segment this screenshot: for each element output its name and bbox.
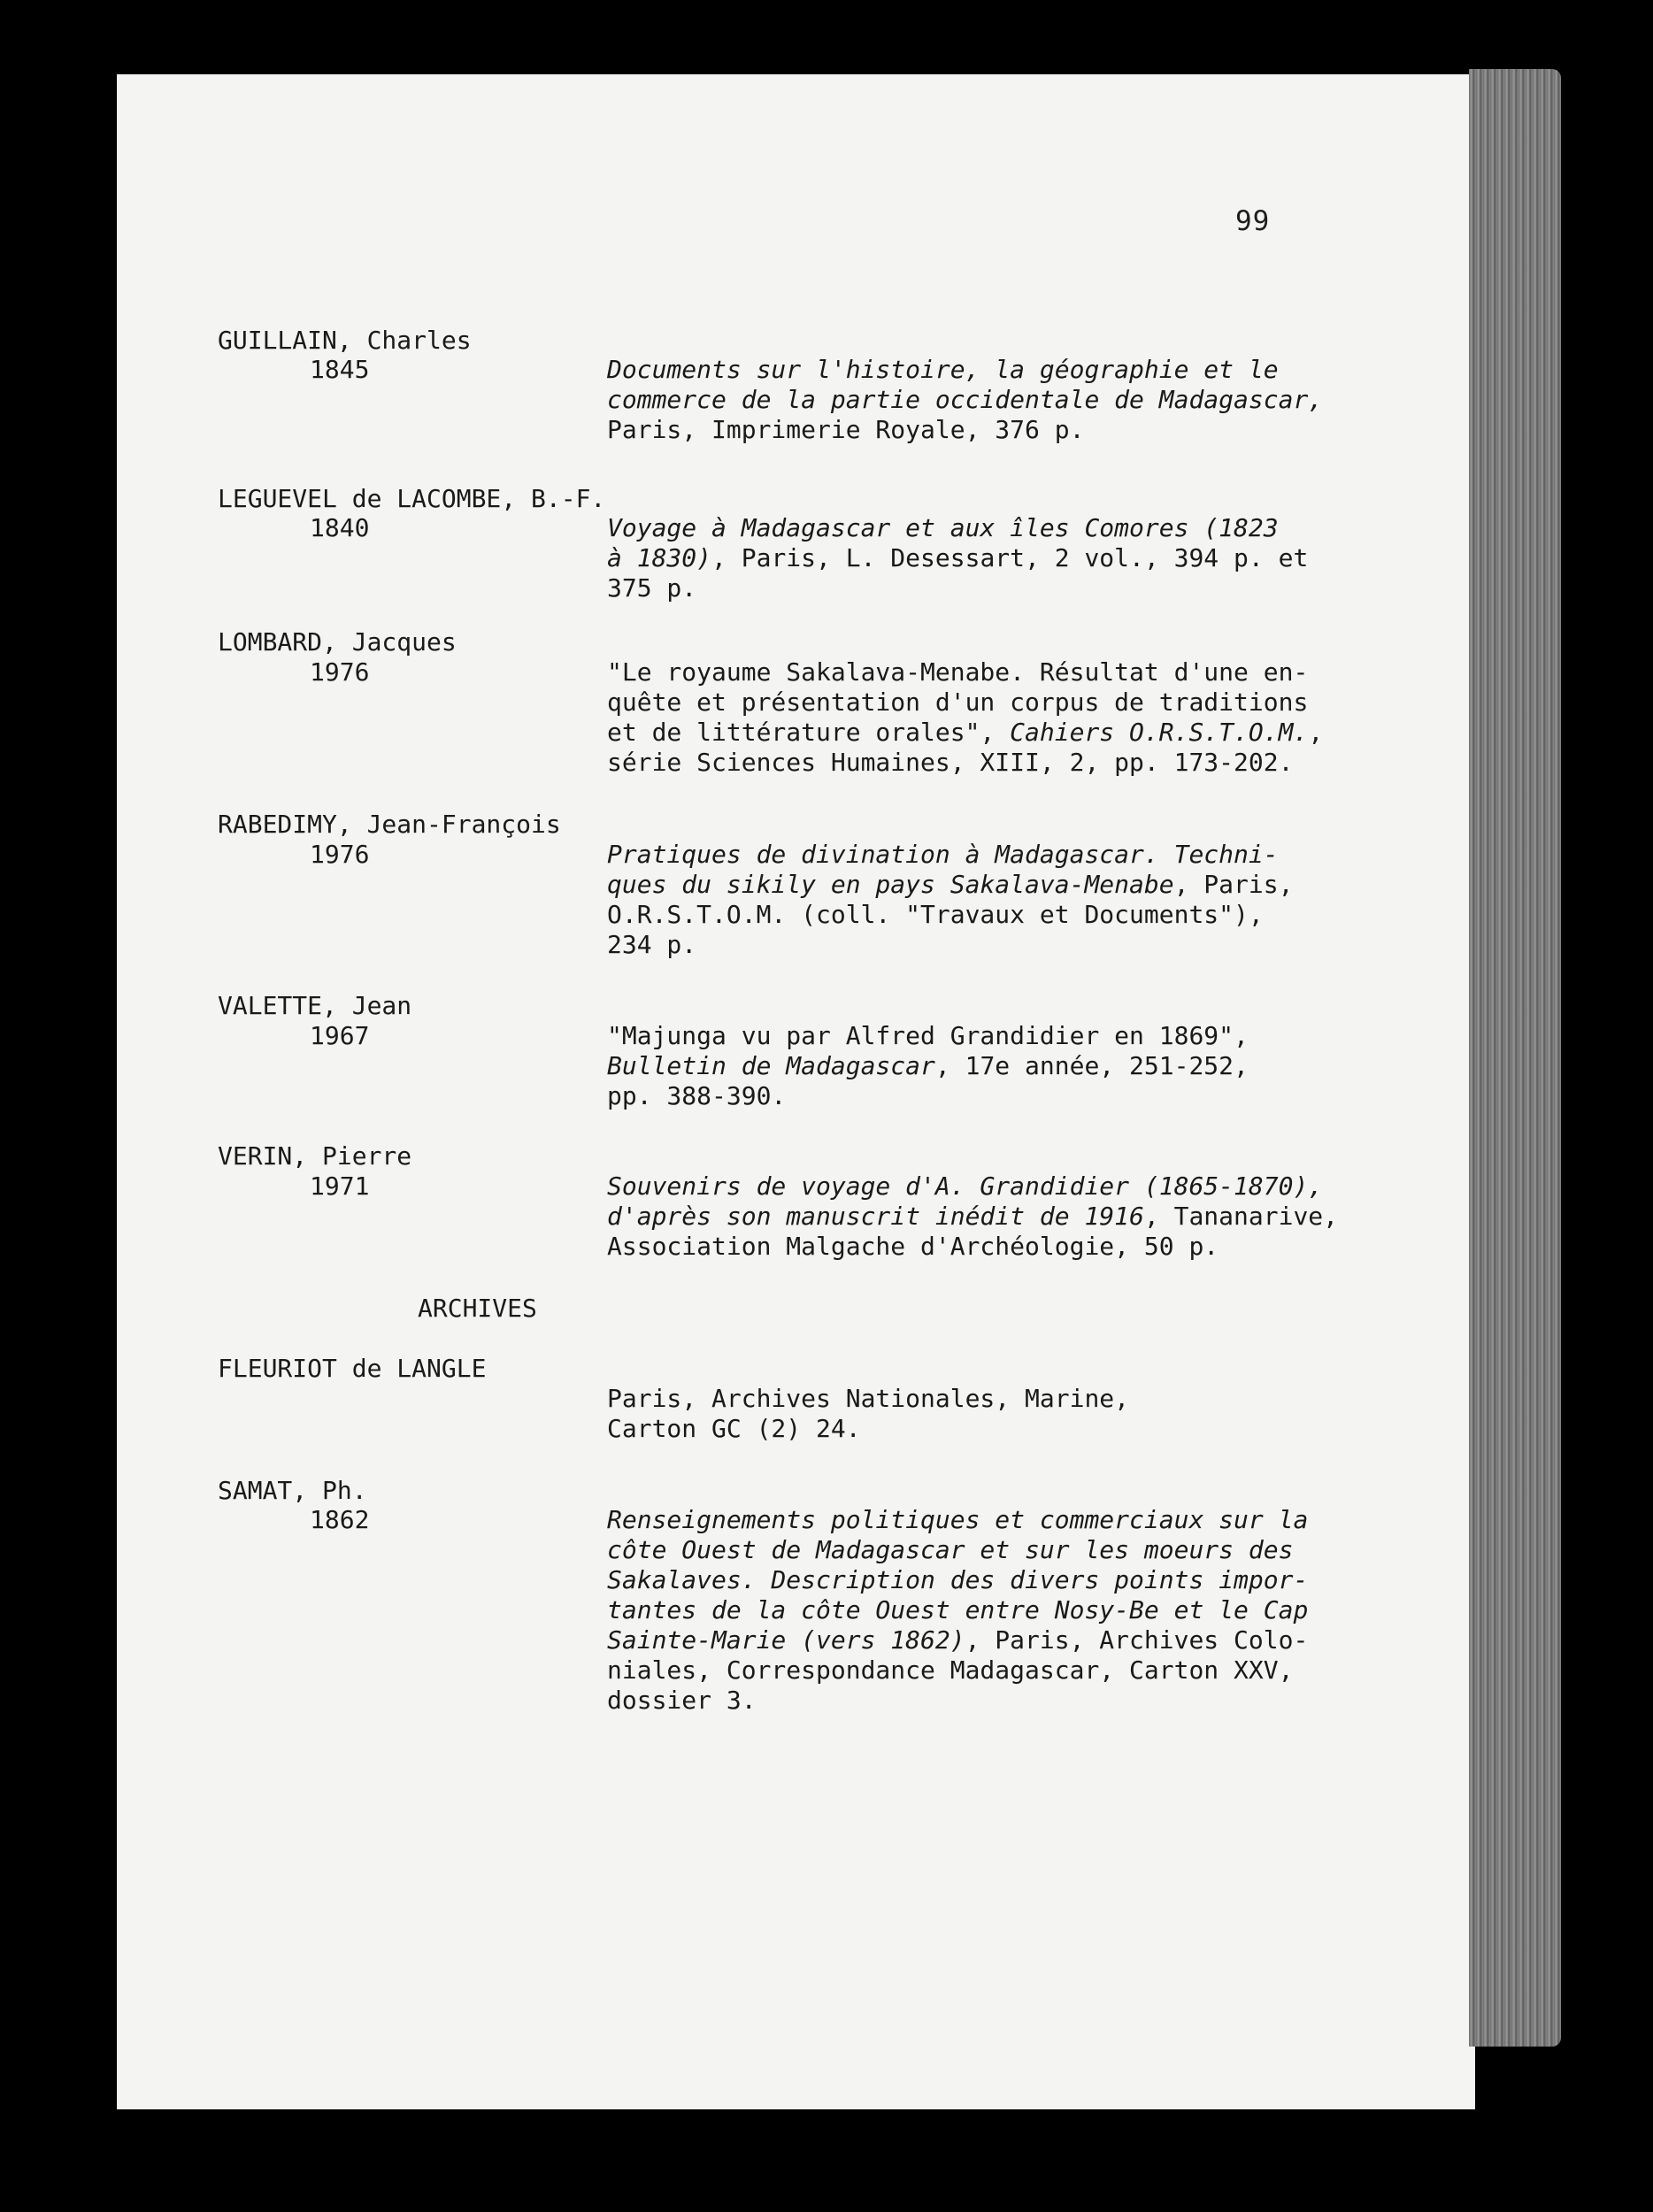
- text-segment: série Sciences Humaines, XIII, 2, pp. 173-202.: [607, 748, 1294, 777]
- italic-title-segment: Bulletin de Madagascar: [607, 1051, 935, 1080]
- text-segment: Paris, Imprimerie Royale, 376 p.: [607, 415, 1085, 444]
- italic-title-segment: Sakalaves. Description des divers points impor-: [607, 1565, 1309, 1594]
- italic-title-segment: commerce de la partie occidentale de Madagascar,: [607, 385, 1324, 414]
- italic-title-segment: tantes de la côte Ouest entre Nosy-Be et le Cap: [607, 1595, 1309, 1624]
- text-segment: dossier 3.: [607, 1686, 757, 1715]
- entry-author: SAMAT, Ph.: [218, 1476, 367, 1505]
- entry-year: 1976: [310, 840, 370, 869]
- italic-title-segment: à 1830): [607, 543, 712, 572]
- text-segment: , 17e année, 251-252,: [934, 1051, 1249, 1080]
- entry-year: 1840: [310, 513, 370, 542]
- text-segment: ,: [1308, 718, 1324, 747]
- entry-text-line: [607, 415, 1084, 445]
- entry-text-line: [607, 1625, 1308, 1655]
- entry-text-line: [607, 543, 1308, 573]
- text-segment: "Le royaume Sakalava-Menabe. Résultat d'une en-: [607, 657, 1309, 687]
- entry-text-line: [607, 385, 1323, 415]
- book-page-edges: [1469, 69, 1561, 2047]
- text-segment: , Tananarive,: [1143, 1202, 1339, 1231]
- entry-author: GUILLAIN, Charles: [218, 326, 472, 355]
- entry-text-line: [607, 1414, 861, 1444]
- italic-title-segment: Sainte-Marie (vers 1862): [607, 1625, 965, 1655]
- entry-author: VERIN, Pierre: [218, 1141, 412, 1171]
- entry-text-line: [607, 1595, 1308, 1625]
- text-segment: pp. 388-390.: [607, 1081, 787, 1110]
- entry-text-line: [607, 657, 1308, 687]
- text-segment: O.R.S.T.O.M. (coll. "Travaux et Documents"),: [607, 900, 1264, 929]
- text-segment: Carton GC (2) 24.: [607, 1414, 861, 1443]
- italic-title-segment: Pratiques de divination à Madagascar. Techni-: [607, 840, 1279, 869]
- entry-text-line: [607, 1535, 1293, 1565]
- entry-author: FLEURIOT de LANGLE: [218, 1354, 487, 1383]
- italic-title-segment: côte Ouest de Madagascar et sur les moeurs des: [607, 1535, 1294, 1564]
- entry-text-line: [607, 1051, 1249, 1081]
- italic-title-segment: ques du sikily en pays Sakalava-Menabe: [607, 870, 1174, 899]
- italic-title-segment: Souvenirs de voyage d'A. Grandidier (1865-1870),: [607, 1171, 1324, 1201]
- text-segment: , Paris, L. Desessart, 2 vol., 394 p. et: [711, 543, 1309, 572]
- entry-text-line: [607, 1655, 1293, 1686]
- entry-text-line: [607, 748, 1293, 778]
- section-heading: ARCHIVES: [418, 1294, 537, 1323]
- entry-text-line: [607, 870, 1293, 900]
- entry-year: 1976: [310, 657, 370, 687]
- entry-text-line: [607, 1202, 1338, 1232]
- entry-year: 1967: [310, 1021, 370, 1050]
- italic-title-segment: d'après son manuscrit inédit de 1916: [607, 1202, 1144, 1231]
- entry-text-line: [607, 1565, 1308, 1595]
- italic-title-segment: Cahiers O.R.S.T.O.M.: [1010, 718, 1309, 747]
- entry-author: RABEDIMY, Jean-François: [218, 810, 561, 839]
- entry-text-line: [607, 1232, 1219, 1262]
- page-number: 99: [1235, 205, 1271, 237]
- entry-text-line: [607, 1081, 786, 1111]
- entry-text-line: [607, 687, 1308, 718]
- entry-author: VALETTE, Jean: [218, 991, 412, 1020]
- text-segment: 375 p.: [607, 573, 697, 603]
- entry-year: 1845: [310, 355, 370, 384]
- text-segment: "Majunga vu par Alfred Grandidier en 1869",: [607, 1021, 1249, 1050]
- entry-text-line: [607, 840, 1279, 870]
- entry-author: LOMBARD, Jacques: [218, 627, 457, 657]
- italic-title-segment: Documents sur l'histoire, la géographie et le: [607, 355, 1279, 384]
- entry-text-line: [607, 1505, 1308, 1535]
- entry-text-line: [607, 1171, 1323, 1202]
- text-segment: Association Malgache d'Archéologie, 50 p.: [607, 1232, 1219, 1261]
- text-segment: et de littérature orales",: [607, 718, 1011, 747]
- text-segment: , Paris, Archives Colo-: [965, 1625, 1309, 1655]
- text-segment: quête et présentation d'un corpus de traditions: [607, 687, 1309, 717]
- italic-title-segment: Voyage à Madagascar et aux îles Comores (1823: [607, 513, 1279, 542]
- text-segment: 234 p.: [607, 930, 697, 959]
- entry-text-line: [607, 355, 1279, 385]
- text-segment: Paris, Archives Nationales, Marine,: [607, 1384, 1130, 1413]
- entry-text-line: [607, 1686, 757, 1716]
- entry-text-line: [607, 718, 1323, 748]
- entry-text-line: [607, 573, 696, 603]
- entry-text-line: [607, 513, 1279, 543]
- entry-text-line: [607, 1384, 1129, 1414]
- entry-text-line: [607, 930, 696, 960]
- entry-year: 1971: [310, 1171, 370, 1201]
- text-segment: niales, Correspondance Madagascar, Carton XXV,: [607, 1655, 1294, 1685]
- entry-text-line: [607, 1021, 1249, 1051]
- entry-author: LEGUEVEL de LACOMBE, B.-F.: [218, 484, 606, 513]
- text-segment: , Paris,: [1173, 870, 1294, 899]
- italic-title-segment: Renseignements politiques et commerciaux sur la: [607, 1505, 1309, 1534]
- entry-year: 1862: [310, 1505, 370, 1534]
- entry-text-line: [607, 900, 1264, 930]
